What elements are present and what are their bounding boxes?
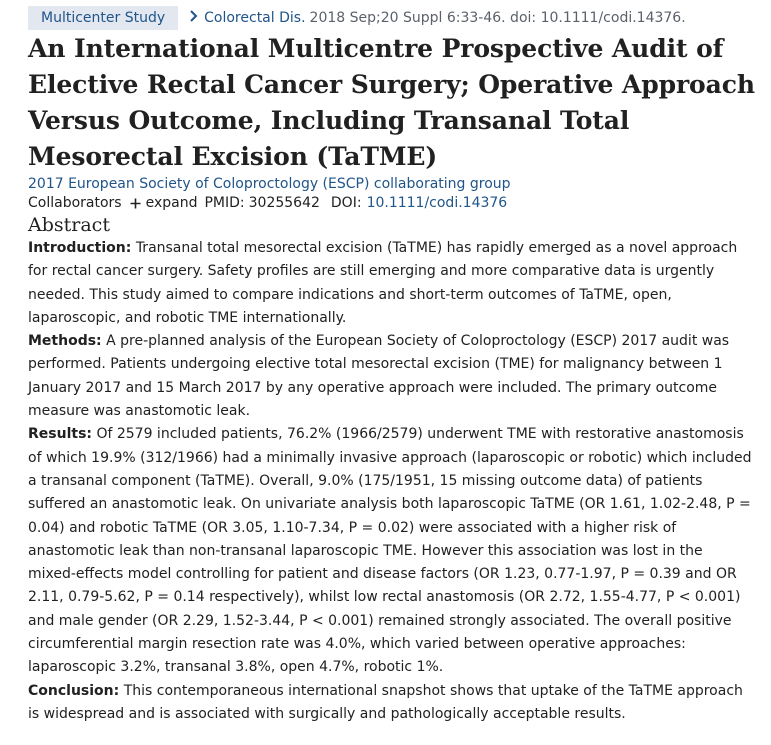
- publication-type-badge[interactable]: Multicenter Study: [28, 6, 178, 30]
- section-text: Transanal total mesorectal excision (TaTME) has rapidly emerged as a novel approach for rectal cancer surgery. Safety profiles are still emerging and more comparative data is urgently needed. This study aimed to compare indications and short-term outcomes of TaTME, open, laparoscopic, and robotic TME internationally.: [28, 240, 738, 326]
- abstract-section-introduction: [28, 237, 754, 330]
- section-label: Conclusion:: [28, 682, 120, 699]
- citation-text: 2018 Sep;20 Suppl 6:33-46. doi: 10.1111/codi.14376.: [309, 10, 686, 26]
- article-title: An International Multicentre Prospective Audit of Elective Rectal Cancer Surgery; Operative Approach Versus Outcome, Including Transanal Total Mesorectal Excision (TaTME): [28, 34, 755, 171]
- citation-row: [28, 6, 756, 30]
- abstract-body: [28, 237, 754, 726]
- plus-icon[interactable]: [130, 194, 141, 213]
- identifiers-row: [28, 194, 756, 213]
- author-group-link[interactable]: 2017 European Society of Coloproctology (ESCP) collaborating group: [28, 176, 511, 192]
- collaborators-label: Collaborators: [28, 195, 122, 211]
- abstract-heading: Abstract: [28, 214, 110, 236]
- pmid-label: PMID:: [204, 195, 245, 211]
- section-label: Methods:: [28, 333, 102, 350]
- section-text: A pre-planned analysis of the European Society of Coloproctology (ESCP) 2017 audit was performed. Patients undergoing elective total mesorectal excision (TME) for malignancy between 1 January 2017 and 15 March 2017 by any operative approach were included. The primary outcome measure was anastomotic leak.: [28, 333, 730, 420]
- abstract-section-results: [28, 423, 754, 679]
- doi-label: DOI:: [330, 195, 362, 211]
- doi-link[interactable]: 10.1111/codi.14376: [366, 195, 508, 211]
- abstract-section-methods: [28, 330, 754, 423]
- abstract-section-conclusion: [28, 680, 754, 727]
- section-label: Results:: [28, 426, 92, 443]
- expand-button[interactable]: expand: [145, 195, 198, 211]
- journal-link[interactable]: Colorectal Dis.: [204, 10, 306, 26]
- pmid-value: 30255642: [248, 195, 320, 211]
- section-label: Introduction:: [28, 240, 132, 256]
- section-text: Of 2579 included patients, 76.2% (1966/2579) underwent TME with restorative anastomosis of which 19.9% (312/1966) had a minimally invasive approach (laparoscopic or robotic) which included a transanal component (TaTME). Overall, 9.0% (175/1951, 15 missing outcome data) of patients suffered an anastomotic leak. On univariate analysis both laparoscopic TaTME (OR 1.61, 1.02-2.48, P = 0.04) and robotic TaTME (OR 3.05, 1.10-7.34, P = 0.02) were associated with a higher risk of anastomotic leak than non-transanal laparoscopic TME. However this association was lost in the mixed-effects model controlling for patient and disease factors (OR 1.23, 0.77-1.97, P = 0.39 and OR 2.11, 0.79-5.62, P = 0.14 respectively), whilst low rectal anastomosis (OR 2.72, 1.55-4.77, P < 0.001) and male gender (OR 2.29, 1.52-3.44, P < 0.001) remained strongly associated. The overall positive circumferential margin resection rate was 4.0%, which varied between operative approaches: laparoscopic 3.2%, transanal 3.8%, open 4.7%, robotic 1%.: [28, 426, 752, 676]
- section-text: This contemporaneous international snapshot shows that uptake of the TaTME approach is widespread and is associated with surgically and pathologically acceptable results.: [28, 682, 743, 722]
- article-page: [28, 6, 756, 726]
- chevron-right-icon: [189, 10, 198, 26]
